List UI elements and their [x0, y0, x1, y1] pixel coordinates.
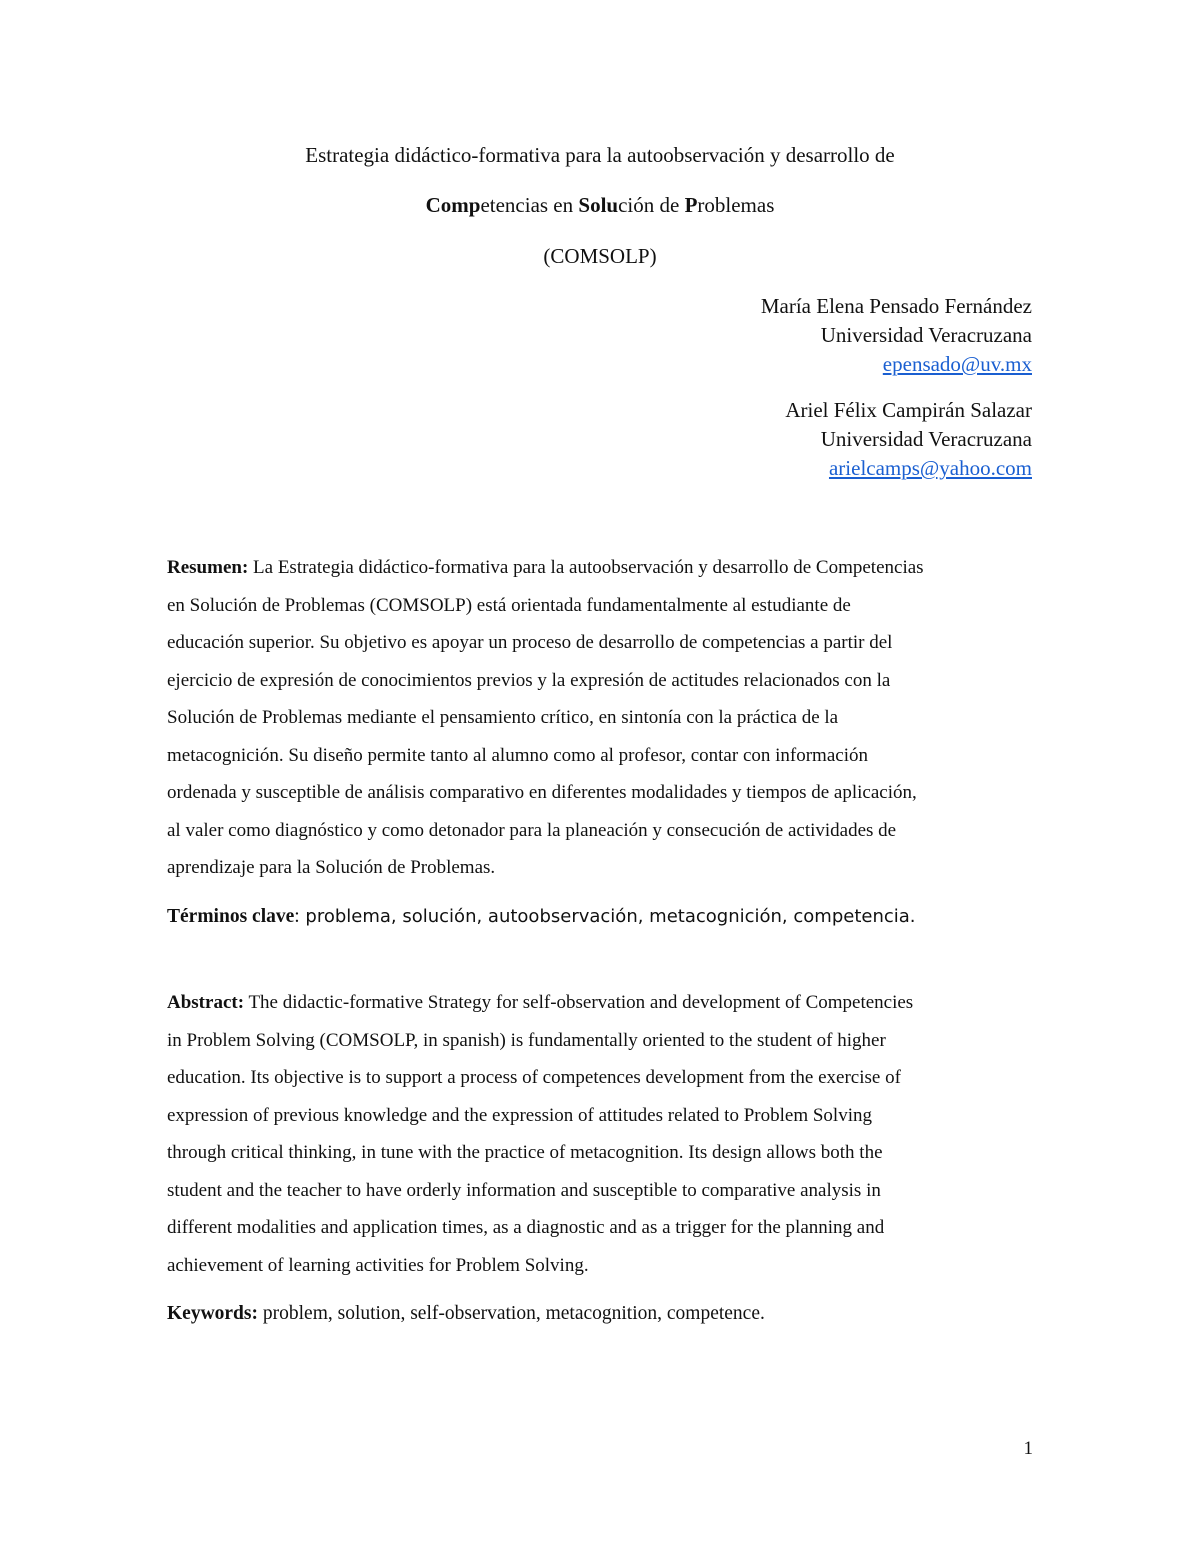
- title-part: Solu: [578, 193, 619, 217]
- resumen-line: en Solución de Problemas (COMSOLP) está orientada fundamentalmente al estudiante de: [167, 594, 851, 616]
- title-part: Comp: [425, 193, 481, 217]
- title-line-2: [0, 193, 1200, 217]
- page-number: 1: [1023, 1438, 1033, 1459]
- title-line-3: (COMSOLP): [543, 244, 657, 268]
- abstract-line: expression of previous knowledge and the expression of attitudes related to Problem Solving: [167, 1104, 872, 1126]
- resumen-text: La Estrategia didáctico-formativa para la autoobservación y desarrollo de Competencias: [248, 557, 924, 578]
- keywords: [167, 1301, 765, 1327]
- abstract-label: Abstract:: [167, 992, 245, 1013]
- terminos-text: problema, solución, autoobservación, metacognición, competencia.: [299, 906, 916, 927]
- abstract-line: student and the teacher to have orderly information and susceptible to comparative analysis in: [167, 1179, 881, 1201]
- title-part: P: [684, 193, 698, 217]
- resumen-line: educación superior. Su objetivo es apoyar un proceso de desarrollo de competencias a partir del: [167, 632, 893, 653]
- resumen-line: ordenada y susceptible de análisis comparativo en diferentes modalidades y tiempos de aplicación,: [167, 782, 917, 803]
- resumen-paragraph: [167, 549, 1037, 887]
- keywords-label: Keywords:: [167, 1303, 258, 1324]
- title-part: etencias en: [480, 193, 579, 217]
- abstract-line: education. Its objective is to support a process of competences development from the exercise of: [167, 1067, 901, 1088]
- resumen-line: [167, 549, 1037, 587]
- resumen-line: al valer como diagnóstico y como detonador para la planeación y consecución de actividades de: [167, 819, 897, 841]
- author-name: Ariel Félix Campirán Salazar: [785, 398, 1032, 422]
- terminos-label: Términos clave: [167, 906, 295, 927]
- resumen-line: Solución de Problemas mediante el pensamiento crítico, en sintonía con la práctica de la: [167, 707, 839, 728]
- abstract-paragraph: [167, 984, 1037, 1284]
- abstract-line: [167, 984, 1037, 1022]
- author-affiliation: Universidad Veracruzana: [820, 323, 1032, 347]
- title-part: ción de: [618, 193, 685, 217]
- abstract-line: in Problem Solving (COMSOLP, in spanish) is fundamentally oriented to the student of higher: [167, 1029, 886, 1051]
- abstract-line: achievement of learning activities for Problem Solving.: [167, 1254, 589, 1276]
- terminos-colon: :: [294, 906, 300, 927]
- resumen-line: metacognición. Su diseño permite tanto al alumno como al profesor, contar con información: [167, 744, 868, 766]
- resumen-line: ejercicio de expresión de conocimientos previos y la expresión de actitudes relacionados con la: [167, 669, 891, 691]
- author-2: [785, 396, 1032, 483]
- abstract-line: through critical thinking, in tune with the practice of metacognition. Its design allows both the: [167, 1142, 883, 1163]
- author-name: María Elena Pensado Fernández: [760, 294, 1032, 318]
- abstract-line: different modalities and application times, as a diagnostic and as a trigger for the planning and: [167, 1217, 885, 1238]
- author-email-link[interactable]: epensado@uv.mx: [882, 352, 1032, 376]
- title-part: roblemas: [697, 193, 775, 217]
- title-line-1: Estrategia didáctico-formativa para la autoobservación y desarrollo de: [305, 143, 895, 167]
- terminos-clave: [167, 904, 916, 930]
- author-1: [761, 292, 1032, 379]
- author-email-link[interactable]: arielcamps@yahoo.com: [828, 456, 1032, 480]
- abstract-text: The didactic-formative Strategy for self-observation and development of Competencies: [244, 992, 914, 1013]
- keywords-text: problem, solution, self-observation, metacognition, competence.: [258, 1303, 765, 1324]
- author-affiliation: Universidad Veracruzana: [820, 427, 1032, 451]
- resumen-line: aprendizaje para la Solución de Problemas.: [167, 857, 496, 878]
- resumen-label: Resumen:: [167, 557, 249, 578]
